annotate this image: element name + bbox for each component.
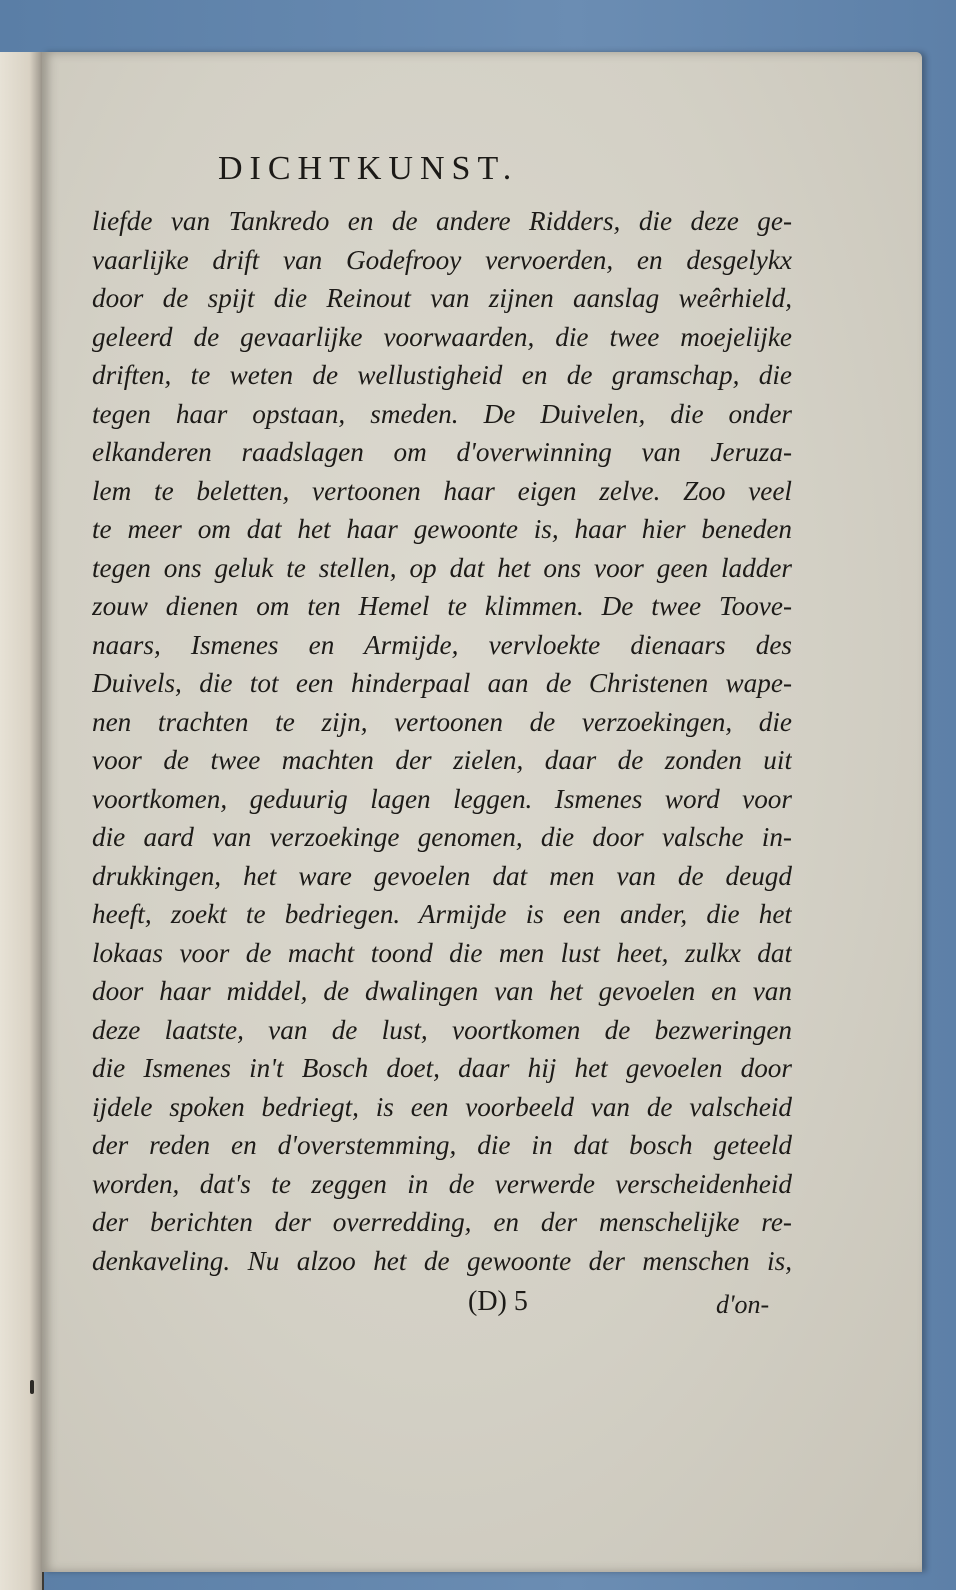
text-line: ijdele spoken bedriegt, is een voorbeeld van de valscheid bbox=[92, 1091, 792, 1122]
running-head: DICHTKUNST. bbox=[218, 150, 519, 187]
text-line: zouw dienen om ten Hemel te klimmen. De twee Toove- bbox=[92, 591, 792, 621]
catchword: d'on- bbox=[716, 1290, 770, 1319]
text-line: voortkomen, geduurig lagen leggen. Ismenes word voor bbox=[92, 783, 792, 814]
text-line: Duivels, die tot een hinderpaal aan de Christenen wape- bbox=[92, 668, 792, 698]
text-line: liefde van Tankredo en de andere Ridders, die deze ge- bbox=[92, 206, 792, 236]
text-line: voor de twee machten der zielen, daar de zonden uit bbox=[92, 745, 792, 775]
text-line: tegen ons geluk te stellen, op dat het ons voor geen ladder bbox=[92, 552, 792, 583]
text-line: drukkingen, het ware gevoelen dat men van de deugd bbox=[92, 860, 792, 891]
text-line: vaarlijke drift van Godefrooy vervoerden, en desgelykx bbox=[92, 244, 792, 275]
text-line: die Ismenes in't Bosch doet, daar hij het gevoelen door bbox=[92, 1053, 792, 1083]
text-line: lokaas voor de macht toond die men lust heet, zulkx dat bbox=[92, 937, 792, 968]
text-line: heeft, zoekt te bedriegen. Armijde is een ander, die het bbox=[92, 899, 792, 929]
text-line: die aard van verzoekinge genomen, die door valsche in- bbox=[92, 822, 792, 852]
binding-mark bbox=[30, 1380, 34, 1394]
facing-page-edge bbox=[0, 52, 44, 1590]
text-line: door de spijt die Reinout van zijnen aanslag weêrhield, bbox=[92, 283, 792, 313]
text-line: lem te beletten, vertoonen haar eigen zelve. Zoo veel bbox=[92, 475, 792, 506]
signature-mark: (D) 5 bbox=[468, 1286, 528, 1317]
text-line: elkanderen raadslagen om d'overwinning van Jeruza- bbox=[92, 437, 792, 467]
text-line: worden, dat's te zeggen in de verwerde verscheidenheid bbox=[92, 1168, 792, 1199]
text-line: geleerd de gevaarlijke voorwaarden, die twee moejelijke bbox=[92, 321, 792, 352]
text-line: der berichten der overredding, en der menschelijke re- bbox=[92, 1207, 792, 1237]
text-line: te meer om dat het haar gewoonte is, haar hier beneden bbox=[92, 514, 792, 544]
text-line: nen trachten te zijn, vertoonen de verzoekingen, die bbox=[92, 706, 792, 737]
text-line: naars, Ismenes en Armijde, vervloekte dienaars des bbox=[92, 629, 792, 660]
body-text bbox=[92, 202, 792, 1280]
text-line: deze laatste, van de lust, voortkomen de bezweringen bbox=[92, 1014, 792, 1045]
text-line: door haar middel, de dwalingen van het gevoelen en van bbox=[92, 976, 792, 1006]
text-line: driften, te weten de wellustigheid en de gramschap, die bbox=[92, 360, 792, 390]
text-line: der reden en d'overstemming, die in dat bosch geteeld bbox=[92, 1130, 792, 1160]
text-line: denkaveling. Nu alzoo het de gewoonte der menschen is, bbox=[92, 1245, 792, 1276]
text-line: tegen haar opstaan, smeden. De Duivelen, die onder bbox=[92, 398, 792, 429]
